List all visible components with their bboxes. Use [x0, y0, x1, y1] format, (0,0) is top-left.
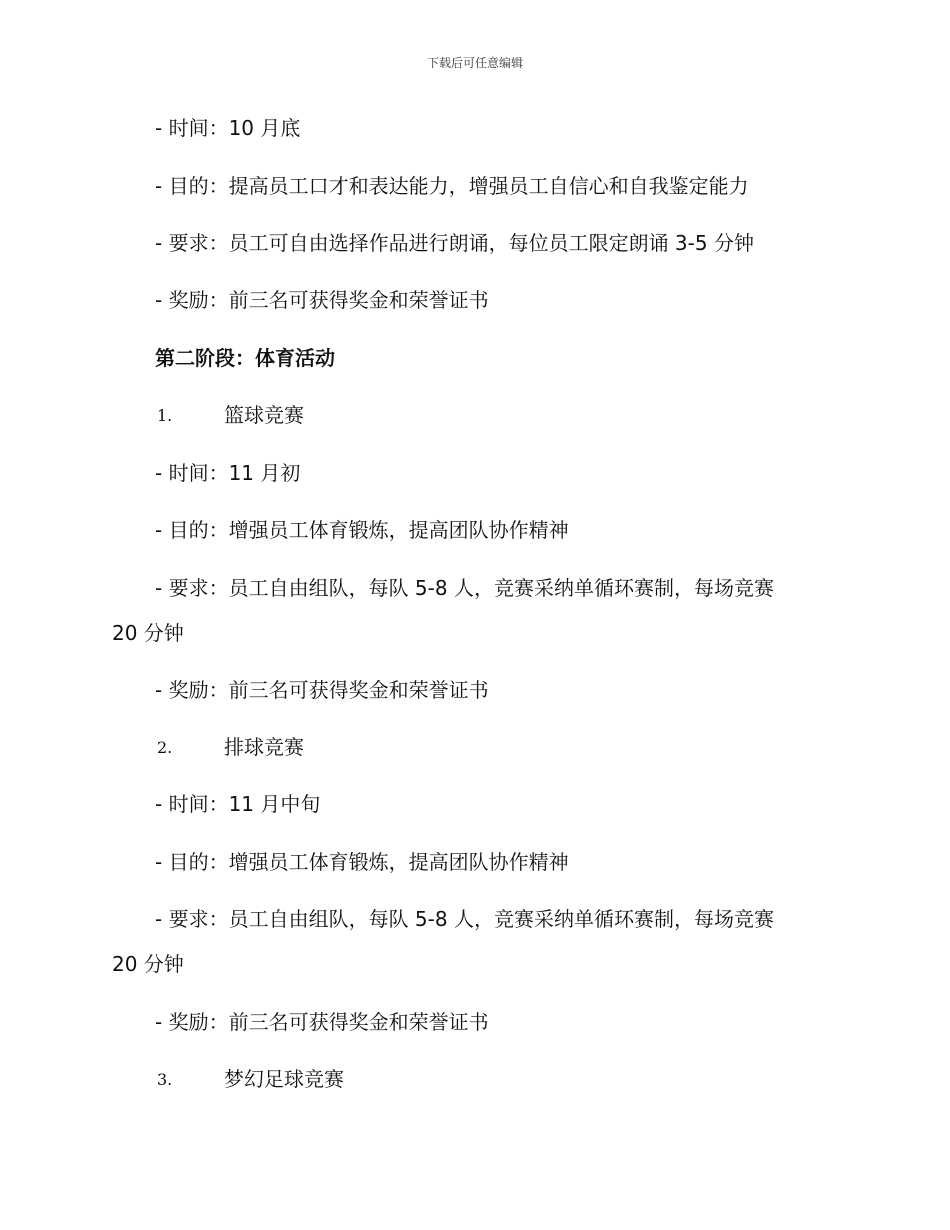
- reward-line: - 奖励：前三名可获得奖金和荣誉证书: [155, 678, 489, 702]
- section-heading: 第二阶段：体育活动: [155, 346, 335, 370]
- purpose-line: - 目的：增强员工体育锻炼，提高团队协作精神: [155, 850, 569, 874]
- time-line: - 时间：10 月底: [155, 116, 301, 140]
- requirement-line: - 要求：员工自由组队，每队 5-8 人，竞赛采纳单循环赛制，每场竞赛: [155, 907, 774, 931]
- page-header: 下载后可任意编辑: [426, 56, 523, 70]
- requirement-line-continued: 20 分钟: [112, 952, 184, 976]
- requirement-line: - 要求：员工可自由选择作品进行朗诵，每位员工限定朗诵 3-5 分钟: [155, 231, 754, 255]
- reward-line: - 奖励：前三名可获得奖金和荣誉证书: [155, 1010, 489, 1034]
- list-number: 3.: [157, 1070, 173, 1089]
- time-line: - 时间：11 月初: [155, 461, 301, 485]
- list-item-title: 篮球竞赛: [224, 403, 304, 427]
- purpose-line: - 目的：提高员工口才和表达能力，增强员工自信心和自我鉴定能力: [155, 174, 749, 198]
- requirement-line: - 要求：员工自由组队，每队 5-8 人，竞赛采纳单循环赛制，每场竞赛: [155, 576, 774, 600]
- list-item-title: 排球竞赛: [224, 735, 304, 759]
- requirement-line-continued: 20 分钟: [112, 621, 184, 645]
- purpose-line: - 目的：增强员工体育锻炼，提高团队协作精神: [155, 518, 569, 542]
- time-line: - 时间：11 月中旬: [155, 792, 321, 816]
- list-number: 2.: [157, 738, 173, 757]
- reward-line: - 奖励：前三名可获得奖金和荣誉证书: [155, 288, 489, 312]
- list-item-title: 梦幻足球竞赛: [224, 1067, 344, 1091]
- list-number: 1.: [157, 406, 173, 425]
